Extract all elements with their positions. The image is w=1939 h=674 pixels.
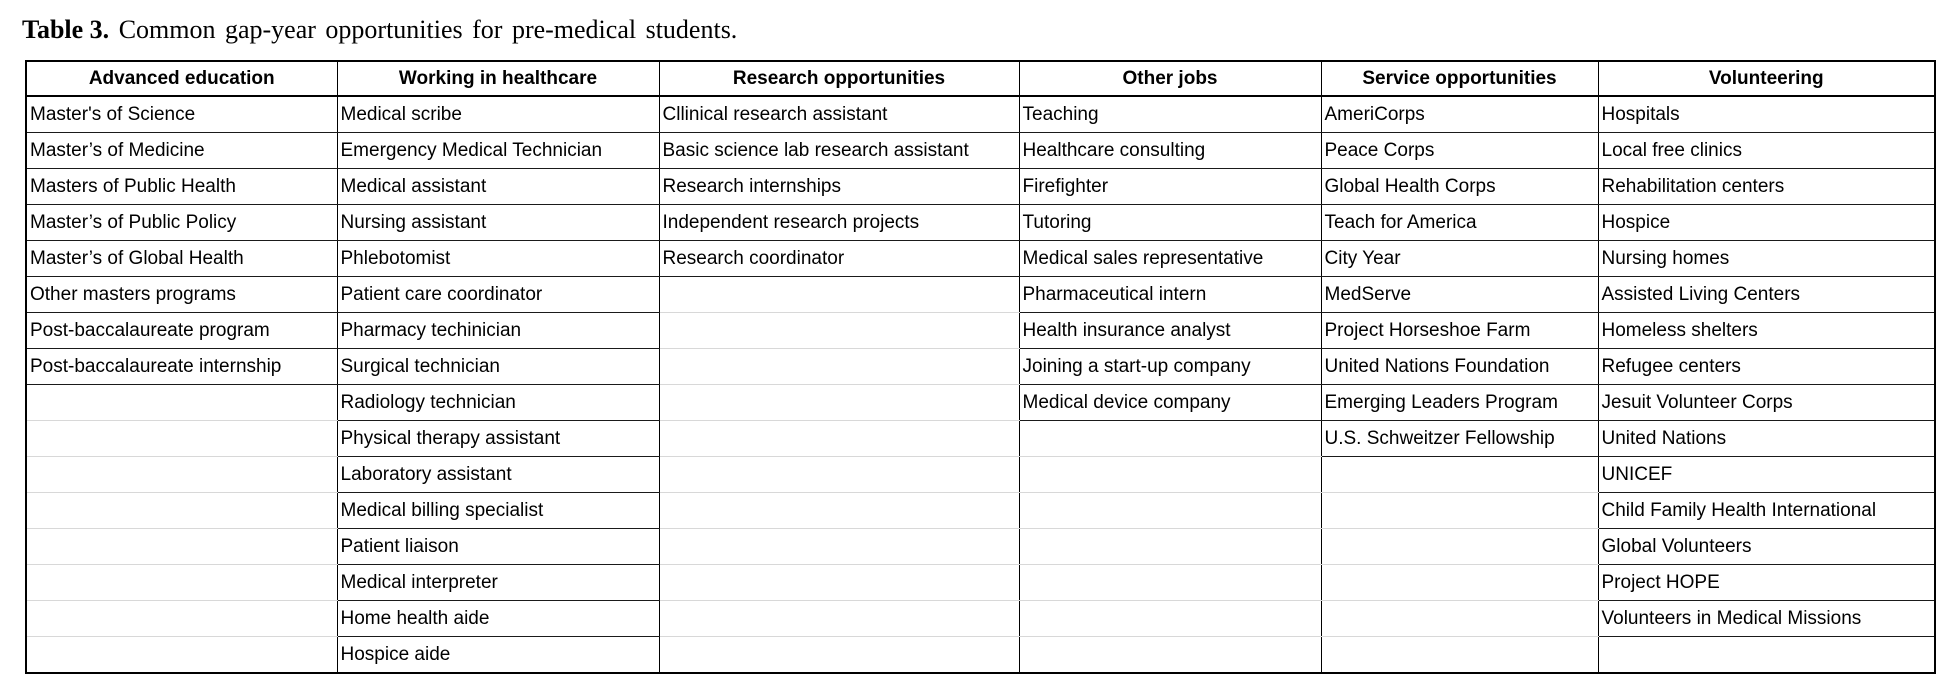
cell-other-jobs — [1019, 529, 1321, 565]
table-row — [26, 96, 1935, 133]
cell-service-opportunities: United Nations Foundation — [1321, 349, 1598, 385]
cell-research-opportunities — [659, 313, 1019, 349]
table-body — [26, 96, 1935, 673]
column-header-working-in-healthcare: Working in healthcare — [337, 61, 659, 96]
cell-other-jobs: Tutoring — [1019, 205, 1321, 241]
cell-research-opportunities — [659, 277, 1019, 313]
cell-service-opportunities: Project Horseshoe Farm — [1321, 313, 1598, 349]
cell-advanced-education: Masters of Public Health — [26, 169, 337, 205]
cell-other-jobs: Joining a start-up company — [1019, 349, 1321, 385]
opportunities-table — [25, 60, 1936, 674]
cell-volunteering: Homeless shelters — [1598, 313, 1935, 349]
cell-volunteering: Assisted Living Centers — [1598, 277, 1935, 313]
cell-service-opportunities: Teach for America — [1321, 205, 1598, 241]
cell-other-jobs: Pharmaceutical intern — [1019, 277, 1321, 313]
table-row — [26, 277, 1935, 313]
cell-other-jobs: Medical sales representative — [1019, 241, 1321, 277]
cell-advanced-education — [26, 385, 337, 421]
cell-advanced-education — [26, 421, 337, 457]
column-header-service-opportunities: Service opportunities — [1321, 61, 1598, 96]
cell-working-in-healthcare: Laboratory assistant — [337, 457, 659, 493]
table-row — [26, 241, 1935, 277]
cell-working-in-healthcare: Surgical technician — [337, 349, 659, 385]
cell-other-jobs — [1019, 421, 1321, 457]
cell-other-jobs — [1019, 493, 1321, 529]
cell-working-in-healthcare: Home health aide — [337, 601, 659, 637]
cell-research-opportunities — [659, 385, 1019, 421]
cell-other-jobs: Teaching — [1019, 96, 1321, 133]
cell-research-opportunities — [659, 565, 1019, 601]
column-header-research-opportunities: Research opportunities — [659, 61, 1019, 96]
cell-working-in-healthcare: Emergency Medical Technician — [337, 133, 659, 169]
cell-advanced-education — [26, 457, 337, 493]
cell-working-in-healthcare: Patient liaison — [337, 529, 659, 565]
table-caption-label: Table 3. — [22, 15, 110, 44]
cell-working-in-healthcare: Physical therapy assistant — [337, 421, 659, 457]
cell-advanced-education — [26, 637, 337, 674]
cell-service-opportunities: City Year — [1321, 241, 1598, 277]
table-row — [26, 601, 1935, 637]
cell-other-jobs: Firefighter — [1019, 169, 1321, 205]
cell-advanced-education: Master’s of Public Policy — [26, 205, 337, 241]
cell-service-opportunities: Peace Corps — [1321, 133, 1598, 169]
cell-volunteering: United Nations — [1598, 421, 1935, 457]
table-row — [26, 493, 1935, 529]
cell-service-opportunities — [1321, 601, 1598, 637]
cell-service-opportunities — [1321, 457, 1598, 493]
cell-volunteering: Volunteers in Medical Missions — [1598, 601, 1935, 637]
cell-other-jobs: Health insurance analyst — [1019, 313, 1321, 349]
table-caption — [22, 13, 737, 47]
cell-working-in-healthcare: Radiology technician — [337, 385, 659, 421]
cell-research-opportunities — [659, 637, 1019, 674]
cell-advanced-education: Master's of Science — [26, 96, 337, 133]
table-row — [26, 385, 1935, 421]
cell-volunteering: Jesuit Volunteer Corps — [1598, 385, 1935, 421]
table-row — [26, 529, 1935, 565]
table-caption-text: Common gap-year opportunities for pre-medical students. — [118, 15, 738, 44]
table-row — [26, 457, 1935, 493]
cell-advanced-education: Master’s of Global Health — [26, 241, 337, 277]
header-row — [26, 61, 1935, 96]
cell-service-opportunities: Emerging Leaders Program — [1321, 385, 1598, 421]
cell-service-opportunities: U.S. Schweitzer Fellowship — [1321, 421, 1598, 457]
cell-other-jobs — [1019, 601, 1321, 637]
cell-research-opportunities — [659, 601, 1019, 637]
cell-working-in-healthcare: Medical billing specialist — [337, 493, 659, 529]
cell-advanced-education — [26, 601, 337, 637]
table-row — [26, 205, 1935, 241]
column-header-volunteering: Volunteering — [1598, 61, 1935, 96]
cell-working-in-healthcare: Hospice aide — [337, 637, 659, 674]
cell-service-opportunities: AmeriCorps — [1321, 96, 1598, 133]
table-row — [26, 565, 1935, 601]
cell-service-opportunities — [1321, 493, 1598, 529]
cell-working-in-healthcare: Patient care coordinator — [337, 277, 659, 313]
cell-research-opportunities — [659, 493, 1019, 529]
cell-research-opportunities — [659, 421, 1019, 457]
cell-volunteering: UNICEF — [1598, 457, 1935, 493]
cell-other-jobs — [1019, 457, 1321, 493]
cell-advanced-education — [26, 529, 337, 565]
cell-advanced-education: Post-baccalaureate internship — [26, 349, 337, 385]
table-row — [26, 169, 1935, 205]
cell-advanced-education — [26, 493, 337, 529]
cell-volunteering: Global Volunteers — [1598, 529, 1935, 565]
cell-service-opportunities: MedServe — [1321, 277, 1598, 313]
cell-research-opportunities — [659, 529, 1019, 565]
cell-working-in-healthcare: Medical assistant — [337, 169, 659, 205]
table-row — [26, 313, 1935, 349]
cell-service-opportunities — [1321, 529, 1598, 565]
cell-advanced-education: Master’s of Medicine — [26, 133, 337, 169]
table-row — [26, 349, 1935, 385]
cell-advanced-education — [26, 565, 337, 601]
cell-working-in-healthcare: Pharmacy techinician — [337, 313, 659, 349]
cell-volunteering: Hospice — [1598, 205, 1935, 241]
cell-working-in-healthcare: Medical interpreter — [337, 565, 659, 601]
cell-service-opportunities — [1321, 565, 1598, 601]
cell-volunteering: Rehabilitation centers — [1598, 169, 1935, 205]
cell-research-opportunities: Research coordinator — [659, 241, 1019, 277]
cell-volunteering — [1598, 637, 1935, 674]
cell-other-jobs — [1019, 637, 1321, 674]
table-header — [26, 61, 1935, 96]
cell-research-opportunities: Independent research projects — [659, 205, 1019, 241]
cell-advanced-education: Other masters programs — [26, 277, 337, 313]
cell-working-in-healthcare: Nursing assistant — [337, 205, 659, 241]
cell-research-opportunities: Basic science lab research assistant — [659, 133, 1019, 169]
table-row — [26, 133, 1935, 169]
cell-other-jobs: Healthcare consulting — [1019, 133, 1321, 169]
table-row — [26, 421, 1935, 457]
cell-research-opportunities — [659, 457, 1019, 493]
cell-service-opportunities — [1321, 637, 1598, 674]
column-header-advanced-education: Advanced education — [26, 61, 337, 96]
cell-service-opportunities: Global Health Corps — [1321, 169, 1598, 205]
cell-volunteering: Local free clinics — [1598, 133, 1935, 169]
cell-volunteering: Project HOPE — [1598, 565, 1935, 601]
cell-volunteering: Child Family Health International — [1598, 493, 1935, 529]
cell-working-in-healthcare: Medical scribe — [337, 96, 659, 133]
table-row — [26, 637, 1935, 674]
cell-research-opportunities: Research internships — [659, 169, 1019, 205]
cell-volunteering: Refugee centers — [1598, 349, 1935, 385]
cell-research-opportunities — [659, 349, 1019, 385]
cell-advanced-education: Post-baccalaureate program — [26, 313, 337, 349]
cell-volunteering: Nursing homes — [1598, 241, 1935, 277]
column-header-other-jobs: Other jobs — [1019, 61, 1321, 96]
cell-working-in-healthcare: Phlebotomist — [337, 241, 659, 277]
cell-research-opportunities: Cllinical research assistant — [659, 96, 1019, 133]
cell-other-jobs — [1019, 565, 1321, 601]
cell-volunteering: Hospitals — [1598, 96, 1935, 133]
cell-other-jobs: Medical device company — [1019, 385, 1321, 421]
